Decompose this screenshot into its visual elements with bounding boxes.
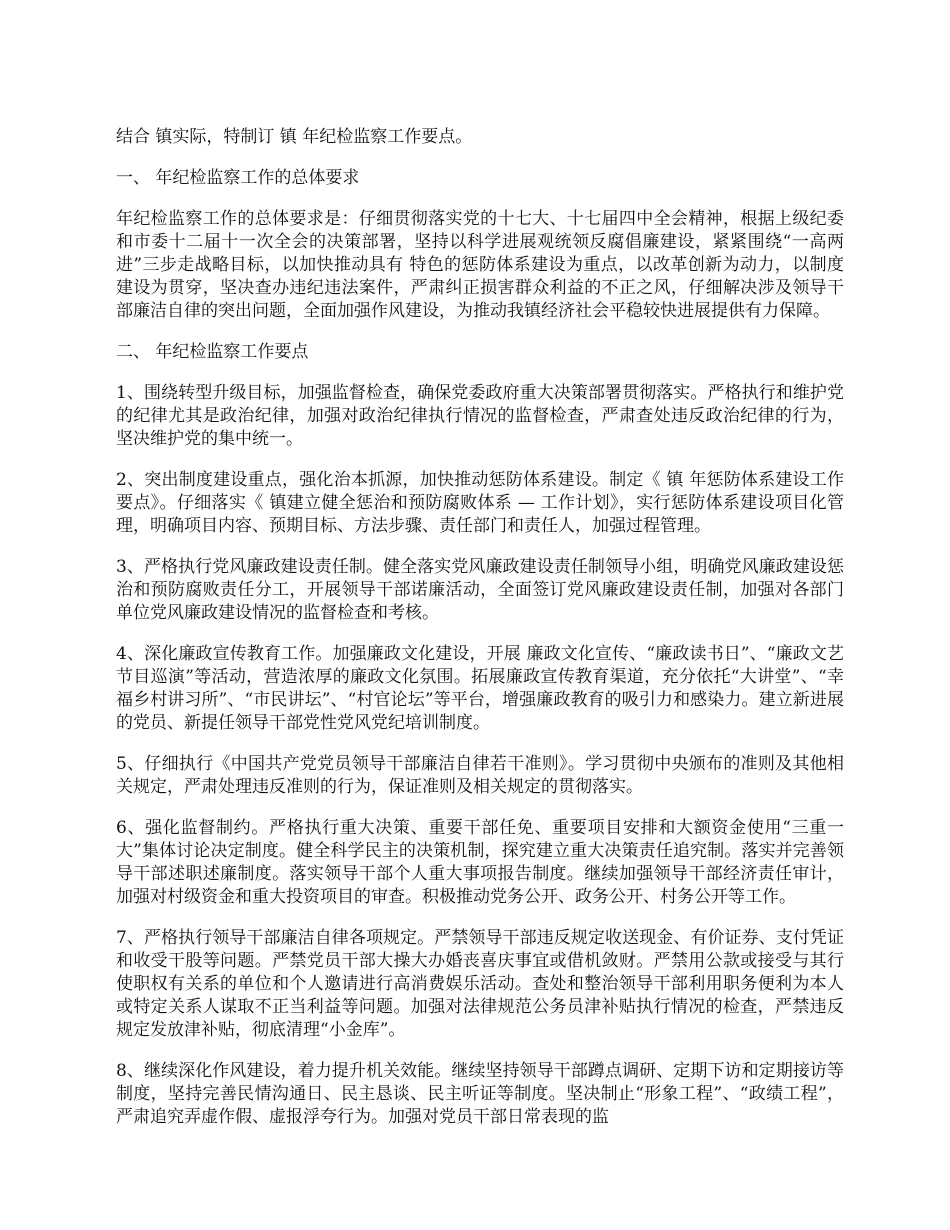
work-item-5: 5、仔细执行《中国共产党党员领导干部廉洁自律若干准则》。学习贯彻中央颁布的准则及其他相关规定，严肃处理违反准则的行为，保证准则及相关规定的贯彻落实。 (116, 754, 844, 797)
intro-paragraph: 结合 镇实际，特制订 镇 年纪检监察工作要点。 (116, 127, 473, 147)
section-2-heading: 二、 年纪检监察工作要点 (116, 342, 309, 362)
section-1-body: 年纪检监察工作的总体要求是：仔细贯彻落实党的十七大、十七届四中全会精神，根据上级纪委和市委十二届十一次全会的决策部署，坚持以科学进展观统领反腐倡廉建设，紧紧围绕“一高两进”三步走战略目标，以加快推动具有 特色的惩防体系建设为重点，以改革创新为动力，以制度建设为贯穿，坚决查办违纪违法案件，严肃纠正损害群众利益的不正之风，仔细解决涉及领导干部廉洁自律的突出问题，全面加强作风建设，为推动我镇经济社会平稳较快进展提供有力保障。 (116, 209, 844, 321)
work-item-8: 8、继续深化作风建设，着力提升机关效能。继续坚持领导干部蹲点调研、定期下访和定期接访等制度，坚持完善民情沟通日、民主恳谈、民主听证等制度。坚决制止“形象工程”、“政绩工程”，严肃追究弄虚作假、虚报浮夸行为。加强对党员干部日常表现的监 (116, 1061, 844, 1127)
work-item-7: 7、严格执行领导干部廉洁自律各项规定。严禁领导干部违反规定收送现金、有价证券、支付凭证和收受干股等问题。严禁党员干部大操大办婚丧喜庆事宜或借机敛财。严禁用公款或接受与其行使职权有关系的单位和个人邀请进行高消费娱乐活动。查处和整治领导干部利用职务便利为本人或特定关系人谋取不正当利益等问题。加强对法律规范公务员津补贴执行情况的检查，严禁违反规定发放津补贴，彻底清理“小金库”。 (116, 928, 844, 1040)
work-item-2: 2、突出制度建设重点，强化治本抓源，加快推动惩防体系建设。制定《 镇 年惩防体系建设工作要点》。仔细落实《 镇建立健全惩治和预防腐败体系 — 工作计划》，实行惩防体系建设项目化管理，明确项目内容、预期目标、方法步骤、责任部门和责任人，加强过程管理。 (116, 470, 844, 536)
work-item-6: 6、强化监督制约。严格执行重大决策、重要干部任免、重要项目安排和大额资金使用“三重一大”集体讨论决定制度。健全科学民主的决策机制，探究建立重大决策责任追究制。落实并完善领导干部述职述廉制度。落实领导干部个人重大事项报告制度。继续加强领导干部经济责任审计，加强对村级资金和重大投资项目的审查。积极推动党务公开、政务公开、村务公开等工作。 (116, 818, 844, 907)
document-body (116, 126, 844, 1147)
section-1-heading: 一、 年纪检监察工作的总体要求 (116, 168, 360, 188)
work-item-4: 4、深化廉政宣传教育工作。加强廉政文化建设，开展 廉政文化宣传、“廉政读书日”、“廉政文艺节目巡演”等活动，营造浓厚的廉政文化氛围。拓展廉政宣传教育渠道，充分依托“大讲堂”、“幸福乡村讲习所”、“市民讲坛”、“村官论坛”等平台，增强廉政教育的吸引力和感染力。建立新进展的党员、新提任领导干部党性党风党纪培训制度。 (116, 644, 844, 733)
work-item-1: 1、围绕转型升级目标，加强监督检查，确保党委政府重大决策部署贯彻落实。严格执行和维护党的纪律尤其是政治纪律，加强对政治纪律执行情况的监督检查，严肃查处违反政治纪律的行为，坚决维护党的集中统一。 (116, 383, 844, 449)
work-item-3: 3、严格执行党风廉政建设责任制。健全落实党风廉政建设责任制领导小组，明确党风廉政建设惩治和预防腐败责任分工，开展领导干部诺廉活动，全面签订党风廉政建设责任制，加强对各部门单位党风廉政建设情况的监督检查和考核。 (116, 557, 844, 623)
